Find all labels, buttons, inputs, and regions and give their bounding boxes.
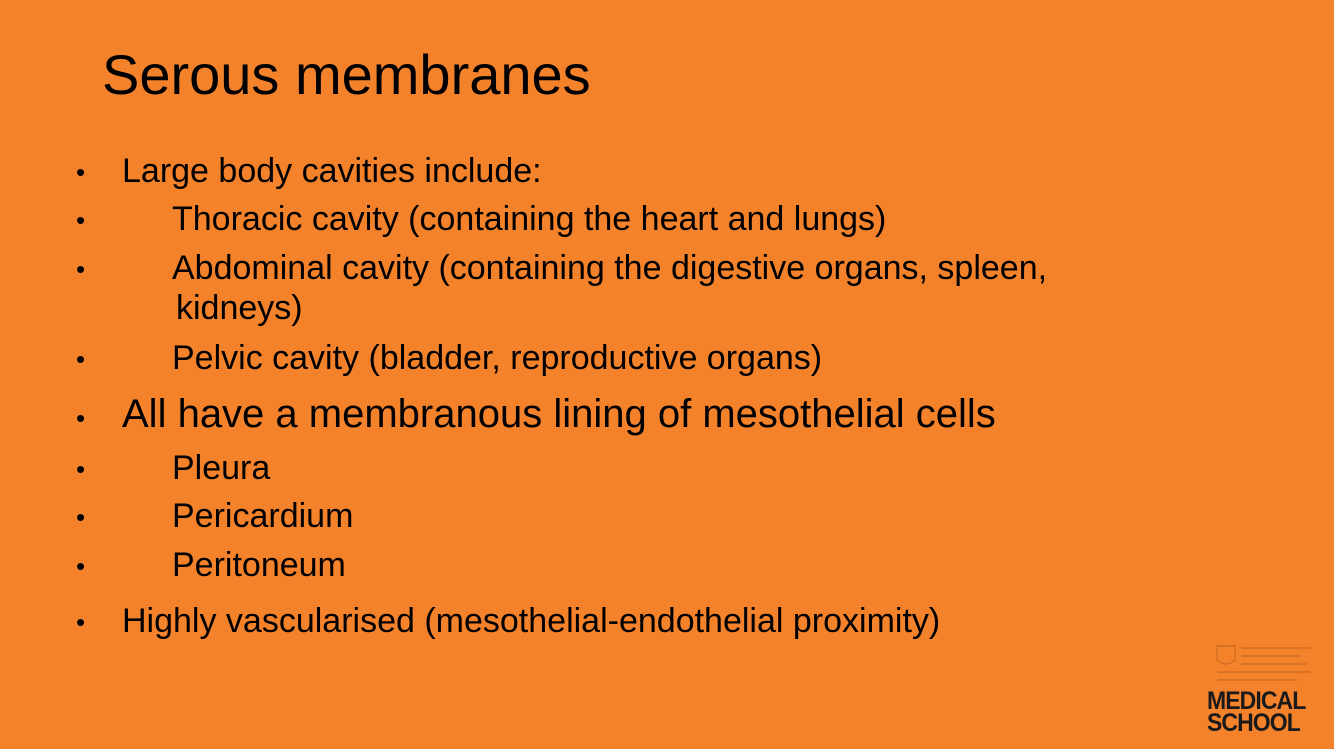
bullet-marker: •: [76, 502, 86, 532]
bullet-marker: •: [76, 454, 86, 484]
bullet-marker: •: [76, 254, 86, 284]
medical-school-logo: [1207, 642, 1325, 742]
list-item-text: [172, 248, 1192, 328]
logo-line: SCHOOL: [1207, 709, 1300, 737]
list-item-text: Pericardium: [172, 497, 354, 535]
list-item-text: Highly vascularised (mesothelial-endothelial proximity): [122, 602, 941, 640]
bullet-marker: •: [76, 205, 86, 235]
logo-wordmark: [1207, 687, 1306, 737]
bullet-marker: •: [76, 344, 86, 374]
bullet-marker: •: [76, 607, 86, 637]
list-item-text: Large body cavities include:: [122, 152, 542, 190]
list-item-text: Thoracic cavity (containing the heart and lungs): [172, 200, 887, 238]
logo-line: MEDICAL: [1207, 687, 1306, 715]
list-item-text-line: kidneys): [176, 289, 303, 327]
bullet-marker: •: [76, 403, 86, 433]
list-item-text: Pleura: [172, 449, 271, 487]
list-item-text: Pelvic cavity (bladder, reproductive organs): [172, 339, 823, 377]
list-item-text: Peritoneum: [172, 546, 346, 584]
list-item-text-line: Abdominal cavity (containing the digestive organs, spleen,: [172, 249, 1048, 287]
university-crest-icon: [1209, 642, 1323, 688]
slide-title: Serous membranes: [102, 43, 591, 106]
list-item-text: All have a membranous lining of mesothelial cells: [122, 392, 996, 436]
bullet-marker: •: [76, 157, 86, 187]
bullet-marker: •: [76, 551, 86, 581]
